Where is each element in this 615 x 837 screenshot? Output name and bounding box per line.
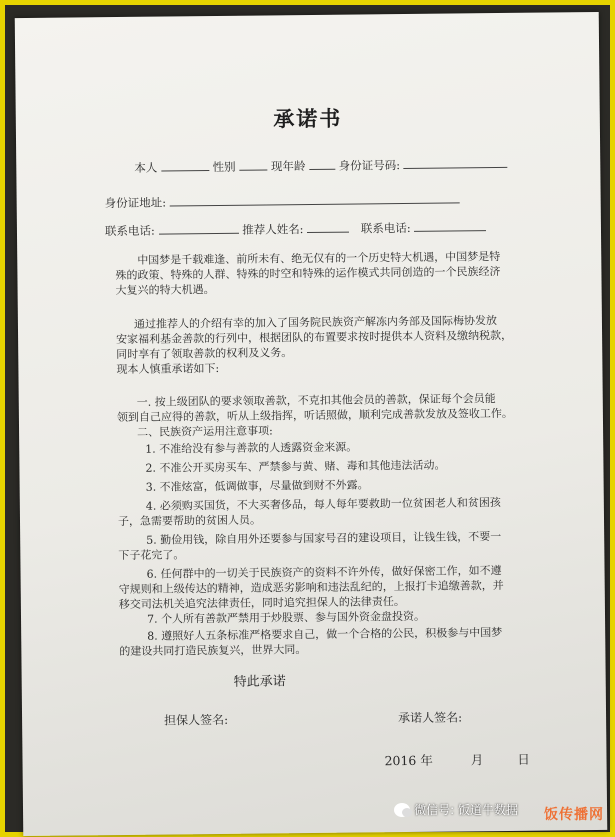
list-item: 领到自己应得的善款，听从上级指挥，听话照做，顺利完成善款发放及签收工作。 [116, 406, 513, 425]
document-title: 承诺书 [273, 105, 343, 132]
paragraph-line: 同时享有了领取善款的权利及义务。 [116, 346, 293, 362]
gender-blank [239, 159, 267, 170]
list-item: 的建设共同打造民族复兴，世界大同。 [119, 643, 307, 659]
closing-statement: 特此承诺 [233, 674, 286, 690]
paragraph-line: 通过推荐人的介绍有幸的加入了国务院民族资产解冻内务部及国际梅协发放 [133, 314, 497, 331]
paragraph-line: 安家福利基金善款的行列中，根据团队的布置要求按时提供本人资料及缴纳税款， [116, 328, 513, 347]
referrer-blank [307, 222, 349, 233]
id-blank [404, 157, 508, 169]
wechat-icon [394, 803, 410, 817]
commitment-document [15, 12, 608, 836]
paragraph-line: 大复兴的特大机遇。 [115, 283, 215, 298]
list-item: 守规则和上级传达的精神，造成恶劣影响和违法乱纪的，上报打卡追缴善款，并 [118, 578, 504, 597]
id-label: 身份证号码: [338, 158, 401, 173]
watermark-text: 微信号: 饭道牛数据 [414, 803, 518, 817]
address-label: 身份证地址: [104, 195, 167, 211]
age-blank [309, 159, 335, 170]
contact-row [105, 219, 487, 239]
referrer-label: 推荐人姓名: [242, 222, 304, 237]
address-blank [170, 192, 460, 206]
phone-blank [158, 223, 238, 235]
age-label: 现年龄 [270, 159, 306, 174]
list-item: 1. 不准给没有参与善款的人透露资金来源。 [145, 440, 358, 456]
commitment-list [117, 390, 570, 659]
list-item: 一. 按上级团队的要求领取善款，不克扣其他会员的善款，保证每个会员能 [136, 392, 496, 409]
paragraph-line: 中国梦是千载难逢、前所未有、绝无仅有的一个历史特大机遇，中国梦是特 [137, 250, 501, 267]
date-day: 日 [517, 751, 530, 767]
date-month: 月 [470, 752, 484, 768]
wechat-watermark [394, 801, 518, 818]
paragraph-line: 殊的政策、特殊的人群、特殊的时空和特殊的运作模式共同创造的一个民族经济 [115, 265, 501, 283]
address-row [105, 191, 460, 211]
list-item: 5. 勤俭用钱，除自用外还要参与国家号召的建设项目，让钱生钱，不要一 [146, 530, 502, 547]
paper-sheet [15, 12, 608, 836]
name-blank [161, 160, 209, 172]
paragraph-referral [116, 312, 557, 377]
list-item: 子，急需要帮助的贫困人员。 [117, 513, 262, 529]
personal-info-row [134, 156, 508, 176]
phone2-label: 联系电话: [360, 220, 411, 236]
phone-label: 联系电话: [104, 223, 155, 239]
date-year: 2016 年 [384, 752, 433, 769]
commit-intro: 现本人慎重承诺如下: [116, 361, 220, 377]
paragraph-china-dream [115, 248, 555, 298]
list-item: 二、民族资产运用注意事项: [137, 424, 273, 439]
list-item: 移交司法机关追究法律责任，同时追究担保人的法律责任。 [118, 595, 405, 612]
list-item: 3. 不准炫富，低调做事，尽量做到财不外露。 [145, 478, 369, 494]
gender-label: 性别 [212, 159, 236, 175]
promisor-signature-label: 承诺人签名: [398, 710, 463, 726]
list-item: 下子花完了。 [118, 548, 185, 563]
list-item: 7. 个人所有善款严禁用于炒股票、参与国外资金盘投资。 [146, 609, 426, 626]
date-line [384, 750, 529, 770]
list-item: 4. 必须购买国货，不大买奢侈品，每人每年要救助一位贫困老人和贫困孩 [145, 496, 501, 513]
name-label: 本人 [134, 160, 158, 175]
guarantor-signature-label: 担保人签名: [164, 712, 229, 728]
phone2-blank [414, 220, 486, 232]
list-item: 6. 任何群中的一切关于民族资产的资料不许外传，做好保密工作，如不遵 [146, 564, 502, 581]
list-item: 2. 不准公开买房买车、严禁参与黄、赌、毒和其他违法活动。 [145, 458, 446, 475]
source-stamp: 饭传播网 [544, 807, 604, 823]
list-item: 8. 遵照好人五条标准严格要求自己，做一个合格的公民，积极参与中国梦 [147, 626, 503, 643]
